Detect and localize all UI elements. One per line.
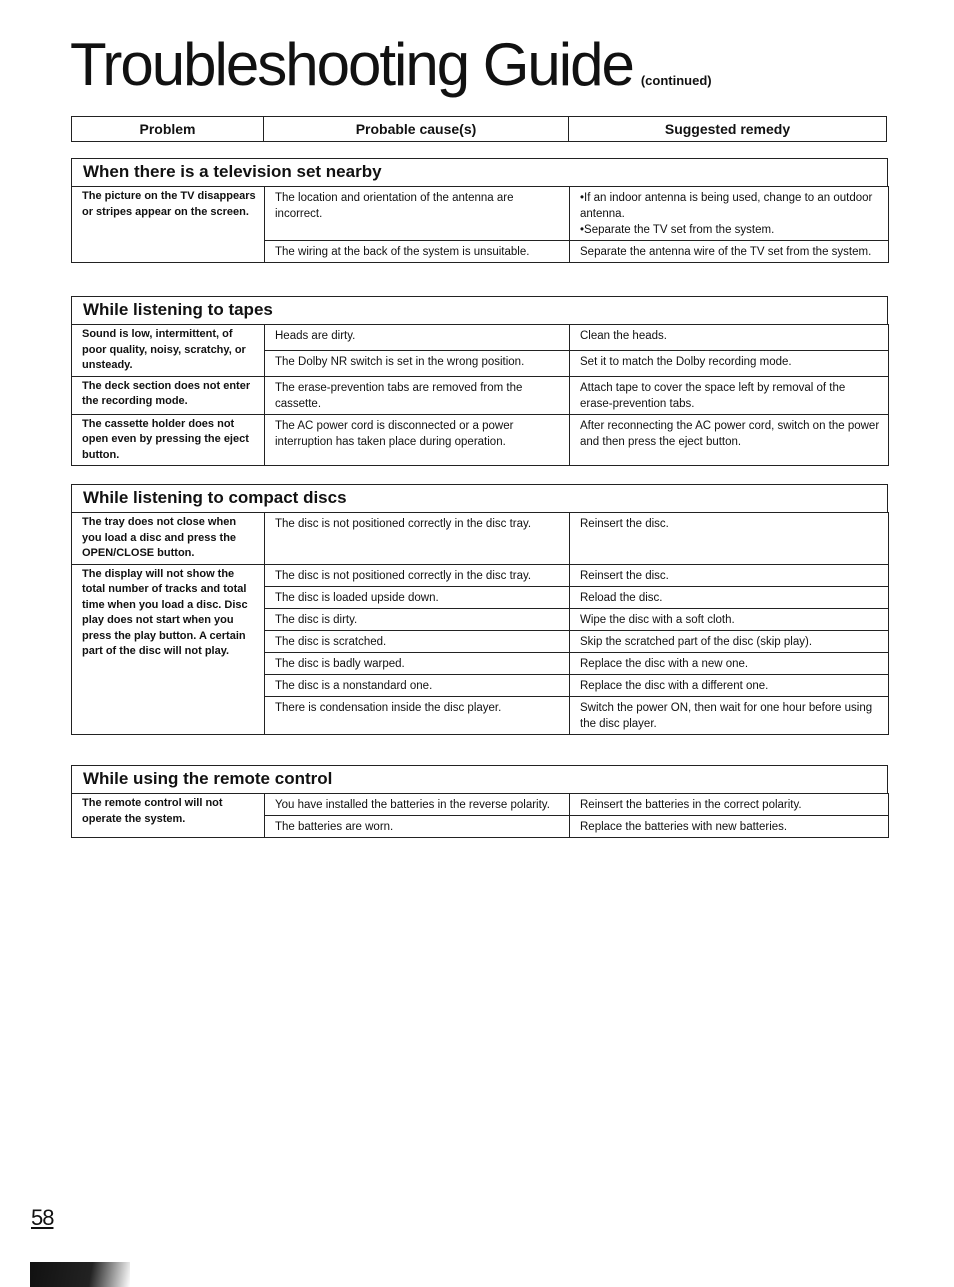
remedy-item: Reinsert the batteries in the correct polarity. (580, 799, 802, 811)
remedy-item: After reconnecting the AC power cord, switch on the power and then press the eject button. (580, 419, 880, 448)
column-header-problem: Problem (72, 117, 264, 141)
remedy-cell (570, 414, 889, 466)
section-title: While listening to compact discs (71, 484, 888, 512)
section-table (71, 512, 889, 735)
cause-cell: You have installed the batteries in the reverse polarity. (265, 794, 570, 816)
cause-cell: The disc is not positioned correctly in the disc tray. (265, 564, 570, 586)
section-table (71, 324, 889, 466)
remedy-cell (570, 608, 889, 630)
remedy-item: Replace the batteries with new batteries. (580, 821, 788, 833)
column-header (71, 116, 887, 142)
remedy-item: Reinsert the disc. (580, 518, 669, 530)
problem-cell: The tray does not close when you load a disc and press the OPEN/CLOSE button. (72, 513, 265, 565)
problem-cell: Sound is low, intermittent, of poor quality, noisy, scratchy, or unsteady. (72, 325, 265, 377)
remedy-item: Reload the disc. (580, 591, 663, 604)
remedy-cell (570, 376, 889, 414)
cause-cell: There is condensation inside the disc player. (265, 696, 570, 734)
page-corner-mark (30, 1262, 130, 1287)
remedy-item: Replace the disc with a different one. (580, 679, 769, 692)
remedy-item: Clean the heads. (580, 330, 667, 342)
section (71, 296, 888, 466)
cause-cell: The disc is scratched. (265, 630, 570, 652)
column-header-cause: Probable cause(s) (264, 117, 569, 141)
remedy-item: •Separate the TV set from the system. (580, 224, 775, 236)
cause-cell: The wiring at the back of the system is unsuitable. (265, 241, 570, 263)
problem-cell: The display will not show the total number of tracks and total time when you load a disc. Disc play does not start when you press the play button. A certain part of the disc will not play. (72, 564, 265, 734)
remedy-cell (570, 652, 889, 674)
remedy-cell (570, 630, 889, 652)
remedy-cell (570, 564, 889, 586)
table-row (72, 414, 889, 466)
cause-cell: The disc is loaded upside down. (265, 586, 570, 608)
remedy-cell (570, 586, 889, 608)
section-title: While using the remote control (71, 765, 888, 793)
problem-cell: The deck section does not enter the recording mode. (72, 376, 265, 414)
cause-cell: The disc is not positioned correctly in the disc tray. (265, 513, 570, 565)
page-title: Troubleshooting Guide (70, 31, 633, 98)
section-table (71, 793, 889, 838)
problem-cell: The remote control will not operate the system. (72, 794, 265, 838)
page-number: 58 (31, 1205, 54, 1230)
remedy-item: Skip the scratched part of the disc (skip play). (580, 635, 813, 648)
problem-cell: The cassette holder does not open even by pressing the eject button. (72, 414, 265, 466)
remedy-cell (570, 696, 889, 734)
cause-cell: The disc is badly warped. (265, 652, 570, 674)
remedy-cell (570, 325, 889, 351)
cause-cell: The erase-prevention tabs are removed from the cassette. (265, 376, 570, 414)
table-row (72, 325, 889, 351)
page-title-suffix: (continued) (640, 73, 712, 88)
cause-cell: The location and orientation of the antenna are incorrect. (265, 187, 570, 241)
section-title: When there is a television set nearby (71, 158, 888, 186)
remedy-item: Replace the disc with a new one. (580, 657, 749, 670)
table-row (72, 513, 889, 565)
remedy-cell (570, 513, 889, 565)
table-row (72, 187, 889, 241)
section (71, 158, 888, 263)
remedy-cell (570, 350, 889, 376)
cause-cell: The batteries are worn. (265, 816, 570, 838)
remedy-item: •If an indoor antenna is being used, change to an outdoor antenna. (580, 192, 873, 220)
table-row (72, 564, 889, 586)
remedy-cell (570, 241, 889, 263)
section-title: While listening to tapes (71, 296, 888, 324)
page-title-group (70, 30, 712, 99)
remedy-item: Switch the power ON, then wait for one hour before using the disc player. (580, 701, 873, 730)
section (71, 484, 888, 735)
remedy-item: Wipe the disc with a soft cloth. (580, 613, 735, 626)
remedy-cell (570, 674, 889, 696)
remedy-item: Attach tape to cover the space left by removal of the erase-prevention tabs. (580, 381, 846, 410)
remedy-item: Reinsert the disc. (580, 569, 669, 582)
table-row (72, 794, 889, 816)
problem-cell: The picture on the TV disappears or stripes appear on the screen. (72, 187, 265, 263)
remedy-item: Set it to match the Dolby recording mode. (580, 355, 792, 368)
cause-cell: The disc is dirty. (265, 608, 570, 630)
cause-cell: Heads are dirty. (265, 325, 570, 351)
section (71, 765, 888, 838)
remedy-cell (570, 816, 889, 838)
remedy-cell (570, 794, 889, 816)
column-header-remedy: Suggested remedy (664, 121, 791, 137)
cause-cell: The Dolby NR switch is set in the wrong position. (265, 350, 570, 376)
cause-cell: The disc is a nonstandard one. (265, 674, 570, 696)
section-table (71, 186, 889, 263)
table-row (72, 376, 889, 414)
remedy-cell (570, 187, 889, 241)
remedy-item: Separate the antenna wire of the TV set from the system. (580, 246, 872, 258)
cause-cell: The AC power cord is disconnected or a power interruption has taken place during operation. (265, 414, 570, 466)
